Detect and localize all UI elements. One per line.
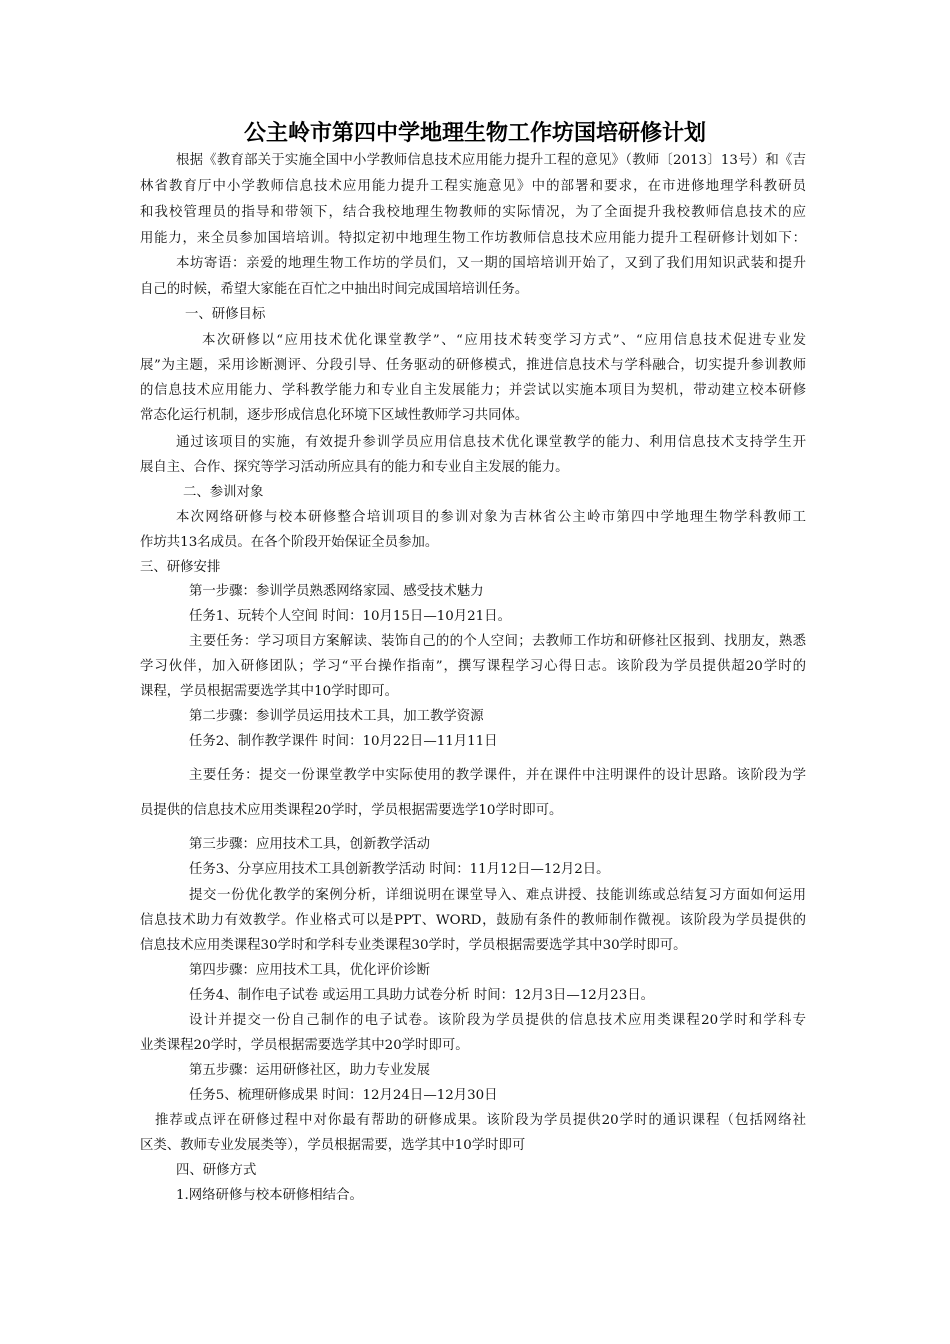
- step-heading: 第一步骤：参训学员熟悉网络家园、感受技术魅力: [189, 584, 484, 599]
- paragraph-line: 信息技术应用类课程30学时和学科专业类课程30学时，学员根据需要选学其中30学时即可。: [140, 938, 687, 953]
- paragraph-line: 本次网络研修与校本研修整合培训项目的参训对象为吉林省公主岭市第四中学地理生物学科教师工: [176, 510, 806, 525]
- paragraph-line: 的信息技术应用能力、学科教学能力和专业自主发展能力；并尝试以实施本项目为契机，带动建立校本研修: [140, 383, 806, 398]
- paragraph-line: 业类课程20学时，学员根据需要选学其中20学时即可。: [140, 1038, 469, 1053]
- paragraph-line: 自己的时候，希望大家能在百忙之中抽出时间完成国培培训任务。: [140, 282, 529, 297]
- paragraph-line: 推荐或点评在研修过程中对你最有帮助的研修成果。该阶段为学员提供20学时的通识课程（包括网络社: [155, 1113, 806, 1128]
- paragraph-line: 信息技术助力有效教学。作业格式可以是PPT、WORD，鼓励有条件的教师制作微视。该阶段为学员提供的: [140, 913, 806, 928]
- paragraph-line: 展自主、合作、探究等学习活动所应具有的能力和专业自主发展的能力。: [140, 460, 569, 475]
- paragraph-line: 用能力，来全员参加国培培训。特拟定初中地理生物工作坊教师信息技术应用能力提升工程研修计划如下：: [140, 231, 806, 246]
- section-heading: 四、研修方式: [176, 1163, 257, 1178]
- paragraph-line: 林省教育厅中小学教师信息技术应用能力提升工程实施意见》中的部署和要求，在市进修地理学科教研员: [140, 179, 806, 194]
- paragraph-line: 根据《教育部关于实施全国中小学教师信息技术应用能力提升工程的意见》（教师〔2013〕13号）和《吉: [176, 153, 806, 168]
- paragraph-line: 主要任务：提交一份课堂教学中实际使用的教学课件，并在课件中注明课件的设计思路。该阶段为学: [189, 768, 806, 783]
- paragraph-line: 和我校管理员的指导和带领下，结合我校地理生物教师的实际情况，为了全面提升我校教师信息技术的应: [140, 205, 806, 220]
- paragraph-line: 本次研修以“应用技术优化课堂教学”、“应用技术转变学习方式”、“应用信息技术促进专业发: [202, 333, 806, 348]
- paragraph-line: 通过该项目的实施，有效提升参训学员应用信息技术优化课堂教学的能力、利用信息技术支持学生开: [176, 435, 806, 450]
- paragraph-line: 区类、教师专业发展类等），学员根据需要，选学其中10学时即可: [140, 1138, 526, 1153]
- task-line: 任务1、玩转个人空间 时间：10月15日—10月21日。: [189, 609, 511, 624]
- task-line: 任务3、分享应用技术工具创新教学活动 时间：11月12日—12月2日。: [189, 862, 610, 877]
- step-heading: 第五步骤：运用研修社区，助力专业发展: [189, 1063, 431, 1078]
- paragraph-line: 常态化运行机制，逐步形成信息化环境下区域性教师学习共同体。: [140, 408, 529, 423]
- task-line: 任务2、制作教学课件 时间：10月22日—11月11日: [189, 734, 498, 749]
- paragraph-line: 员提供的信息技术应用类课程20学时，学员根据需要选学10学时即可。: [140, 803, 563, 818]
- section-heading: 一、研修目标: [185, 307, 266, 322]
- paragraph-line: 学习伙伴，加入研修团队；学习“平台操作指南”，撰写课程学习心得日志。该阶段为学员提供超20学时的: [140, 659, 806, 674]
- paragraph-line: 本坊寄语：亲爱的地理生物工作坊的学员们，又一期的国培培训开始了，又到了我们用知识武装和提升: [176, 256, 806, 271]
- paragraph-line: 提交一份优化教学的案例分析，详细说明在课堂导入、难点讲授、技能训练或总结复习方面如何运用: [189, 888, 806, 903]
- task-line: 任务5、梳理研修成果 时间：12月24日—12月30日: [189, 1088, 498, 1103]
- paragraph-line: 设计并提交一份自己制作的电子试卷。该阶段为学员提供的信息技术应用类课程20学时和学科专: [189, 1013, 806, 1028]
- paragraph-line: 主要任务：学习项目方案解读、装饰自己的的个人空间；去教师工作坊和研修社区报到、找朋友，熟悉: [189, 634, 806, 649]
- paragraph-line: 展”为主题，采用诊断测评、分段引导、任务驱动的研修模式，推进信息技术与学科融合，切实提升参训教师: [140, 358, 806, 373]
- paragraph-line: 课程，学员根据需要选学其中10学时即可。: [140, 684, 399, 699]
- paragraph-line: 作坊共13名成员。在各个阶段开始保证全员参加。: [140, 535, 439, 550]
- section-heading: 二、参训对象: [183, 485, 264, 500]
- step-heading: 第三步骤：应用技术工具，创新教学活动: [189, 837, 431, 852]
- section-heading: 三、研修安排: [140, 560, 221, 575]
- list-item: 1.网络研修与校本研修相结合。: [176, 1188, 363, 1203]
- step-heading: 第二步骤：参训学员运用技术工具，加工教学资源: [189, 709, 484, 724]
- task-line: 任务4、制作电子试卷 或运用工具助力试卷分析 时间：12月3日—12月23日。: [189, 988, 654, 1003]
- document-title: 公主岭市第四中学地理生物工作坊国培研修计划: [243, 121, 706, 146]
- step-heading: 第四步骤：应用技术工具，优化评价诊断: [189, 963, 431, 978]
